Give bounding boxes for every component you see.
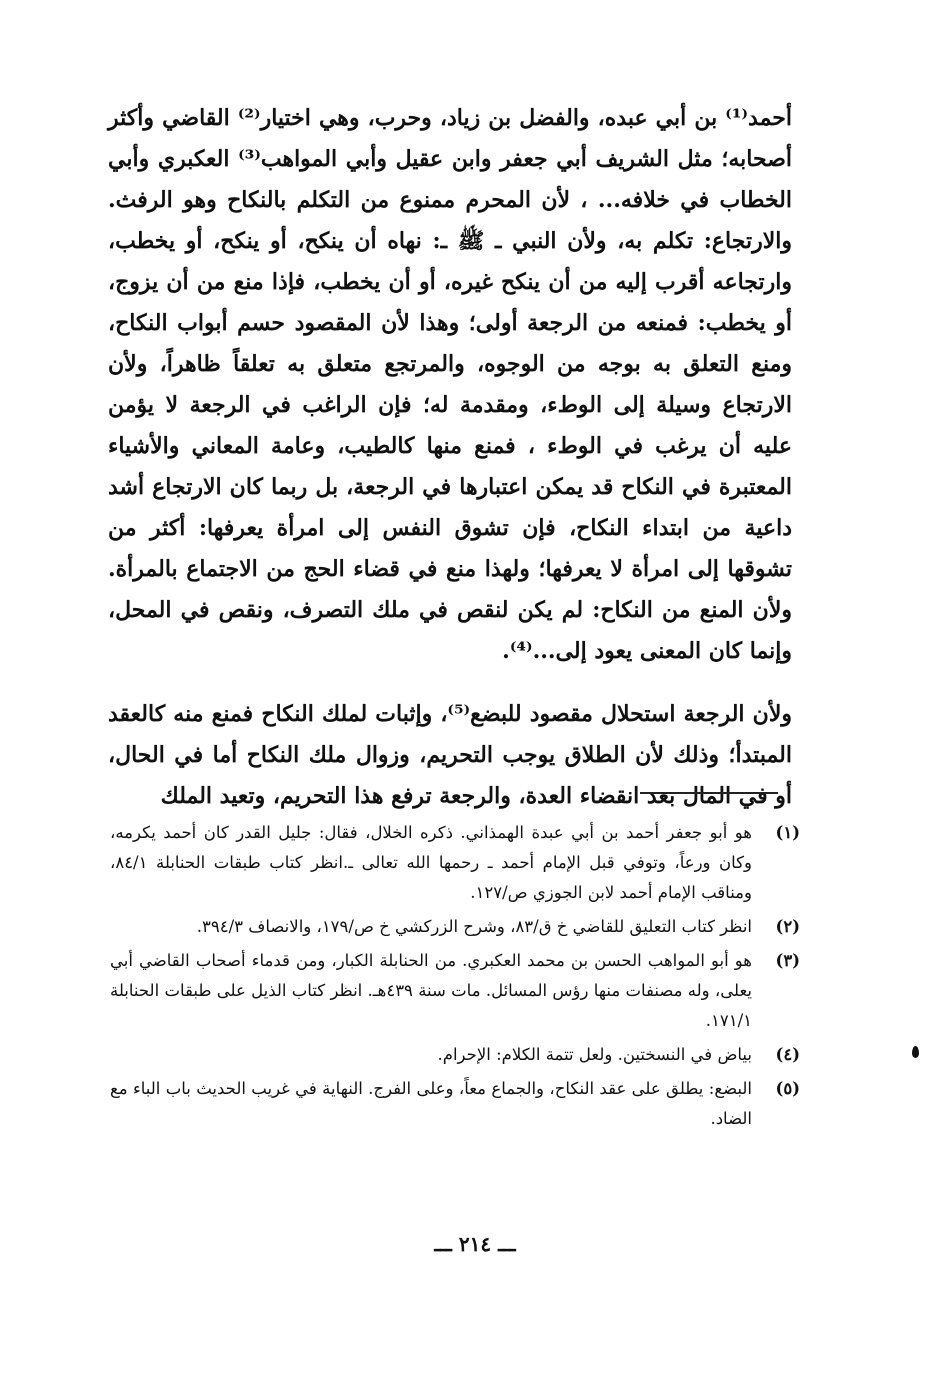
footnote-number: (٥) xyxy=(775,1079,800,1098)
footnote-separator xyxy=(640,792,778,794)
footnote-number: (١) xyxy=(775,823,800,842)
footnote-3 xyxy=(110,946,800,1036)
footnote-text: هو أبو جعفر أحمد بن أبي عبدة الهمذاني. ذكره الخلال، فقال: جليل القدر كان أحمد يكرمه، وكان ورعاً، وتوفي قبل الإمام أحمد ـ رحمها الله تعالى ـ.انظر كتاب طبقات الحنابلة ٨٤/١، ومناقب الإمام أحمد لابن الجوزي ص/١٢٧. xyxy=(110,823,752,902)
footnote-5 xyxy=(110,1074,800,1134)
footnote-text: بياض في النسختين. ولعل تتمة الكلام: الإحرام. xyxy=(437,1045,752,1064)
footnote-2 xyxy=(110,912,800,942)
footnote-text: البضع: يطلق على عقد النكاح، والجماع معاً، وعلى الفرج. النهاية في غريب الحديث باب الباء مع الضاد. xyxy=(110,1079,752,1128)
page-number: ـــ ٢١٤ ـــ xyxy=(434,1232,516,1256)
main-text xyxy=(108,98,792,817)
margin-mark xyxy=(912,1046,919,1058)
footnote-number: (٢) xyxy=(775,917,800,936)
footnote-4 xyxy=(110,1040,800,1070)
footnote-number: (٣) xyxy=(775,951,800,970)
body-paragraph-1: أحمد⁽¹⁾ بن أبي عبده، والفضل بن زياد، وحرب، وهي اختيار⁽²⁾ القاضي وأكثر أصحابه؛ مثل الشريف أبي جعفر وابن عقيل وأبي المواهب⁽³⁾ العكبري وأبي الخطاب في خلافه... ، لأن المحرم ممنوع من التكلم بالنكاح وهو الرفث. والارتجاع: تكلم به، ولأن النبي ـ ﷺ ـ: نهاه أن ينكح، أو ينكح، أو يخطب، وارتجاعه أقرب إليه من أن ينكح غيره، أو أن يخطب، فإذا منع من أن يزوج، أو يخطب: فمنعه من الرجعة أولى؛ وهذا لأن المقصود حسم أبواب النكاح، ومنع التعلق به بوجه من الوجوه، والمرتجع متعلق به تعلقاً ظاهراً، ولأن الارتجاع وسيلة إلى الوطء، ومقدمة له؛ فإن الراغب في الرجعة لا يؤمن عليه أن يرغب في الوطء ، فمنع منها كالطيب، وعامة المعاني والأشياء المعتبرة في النكاح قد يمكن اعتبارها في الرجعة، بل ربما كان الارتجاع أشد داعية من ابتداء النكاح، فإن تشوق النفس إلى امرأة يعرفها: أكثر من تشوقها إلى امرأة لا يعرفها؛ ولهذا منع في قضاء الحج من الاجتماع بالمرأة. ولأن المنع من النكاح: لم يكن لنقص في ملك التصرف، ونقص في المحل، وإنما كان المعنى يعود إلى...⁽⁴⁾. xyxy=(108,105,792,664)
footnote-number: (٤) xyxy=(775,1045,800,1064)
footnote-1 xyxy=(110,818,800,908)
footnote-text: انظر كتاب التعليق للقاضي خ ق/٨٣، وشرح الزركشي خ ص/١٧٩، والانصاف ٣٩٤/٣. xyxy=(196,917,752,936)
footnote-text: هو أبو المواهب الحسن بن محمد العكبري. من الحنابلة الكبار، ومن قدماء أصحاب القاضي أبي يعلى، وله مصنفات منها رؤس المسائل. مات سنة ٤٣٩هـ. انظر كتاب الذيل على طبقات الحنابلة ١٧١/١. xyxy=(110,951,752,1030)
body-paragraph-2: ولأن الرجعة استحلال مقصود للبضع⁽⁵⁾، وإثبات لملك النكاح فمنع منه كالعقد المبتدأ؛ وذلك لأن الطلاق يوجب التحريم، وزوال ملك النكاح أما في الحال، أو في المال بعد انقضاء العدة، والرجعة ترفع هذا التحريم، وتعيد الملك xyxy=(108,701,792,809)
footnotes xyxy=(110,818,800,1138)
